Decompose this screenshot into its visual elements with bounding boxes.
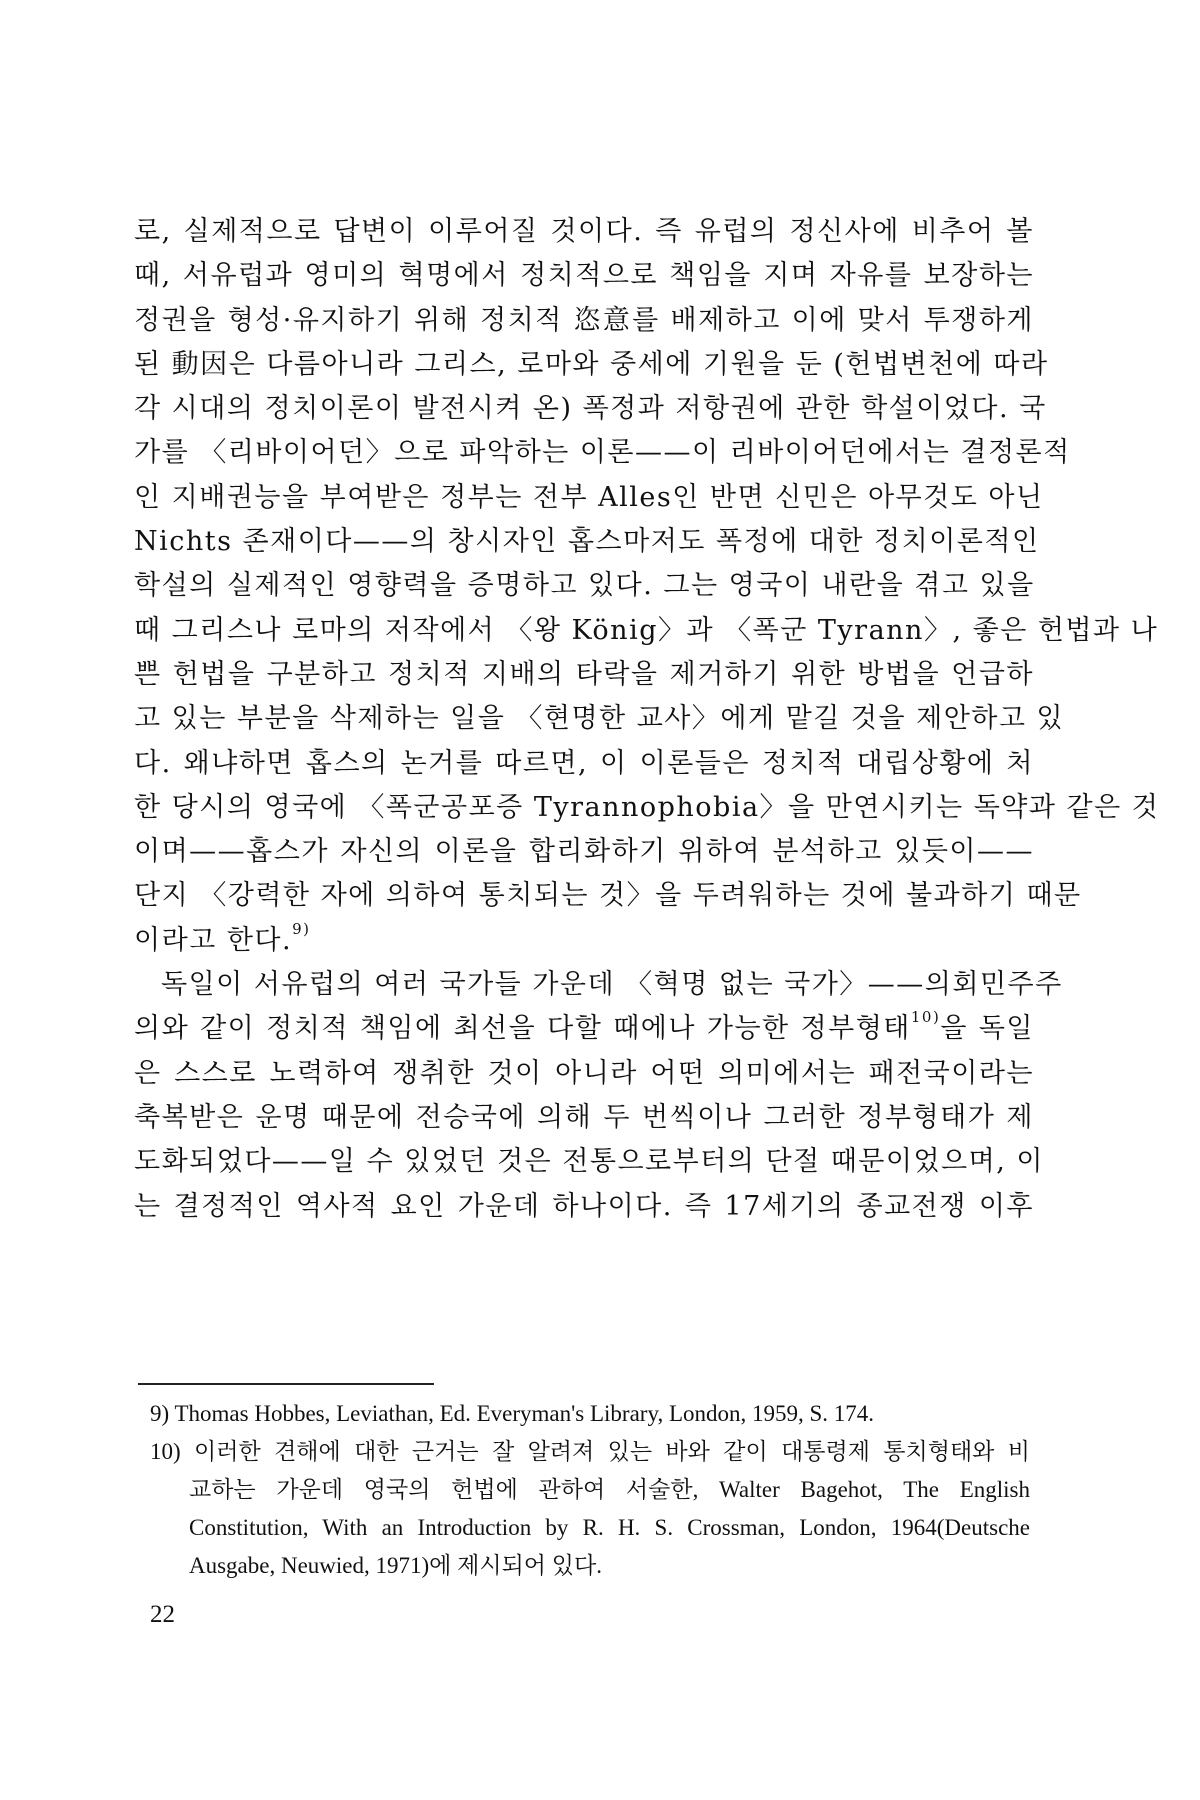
body-line: 도화되었다——일 수 있었던 것은 전통으로부터의 단절 때문이었으며, 이: [134, 1146, 1044, 1178]
body-line: 인 지배권능을 부여받은 정부는 전부 Alles인 반면 신민은 아무것도 아닌: [134, 481, 1044, 513]
body-line: 다. 왜냐하면 홉스의 논거를 따르면, 이 이론들은 정치적 대립상황에 처: [134, 747, 1034, 779]
footnote-9: 9) Thomas Hobbes, Leviathan, Ed. Everyman's Library, London, 1959, S. 174.: [150, 1401, 875, 1426]
body-line-text: 이라고 한다.: [134, 924, 293, 956]
body-line: 때 그리스나 로마의 저작에서 〈왕 König〉과 〈폭군 Tyrann〉, 좋은 헌법과 나: [134, 614, 1159, 646]
footnote-10-continuation: 교하는 가운데 영국의 헌법에 관하여 서술한, Walter Bagehot, The English: [189, 1477, 1030, 1502]
body-line: 된 動因은 다름아니라 그리스, 로마와 중세에 기원을 둔 (헌법변천에 따라: [134, 348, 1049, 380]
footnote-10-continuation: Constitution, With an Introduction by R. H. S. Crossman, London, 1964(Deutsche: [189, 1515, 1030, 1540]
body-line: 은 스스로 노력하여 쟁취한 것이 아니라 어떤 의미에서는 패전국이라는: [134, 1057, 1034, 1089]
body-line: Nichts 존재이다——의 창시자인 홉스마저도 폭정에 대한 정치이론적인: [134, 526, 1040, 558]
body-line: 단지 〈강력한 자에 의하여 통치되는 것〉을 두려워하는 것에 불과하기 때문: [134, 880, 1082, 912]
body-line: 가를 〈리바이어던〉으로 파악하는 이론——이 리바이어던에서는 결정론적: [134, 437, 1071, 469]
main-text: [134, 210, 1160, 1229]
body-line: 축복받은 운명 때문에 전승국에 의해 두 번씩이나 그러한 정부형태가 제: [134, 1101, 1034, 1133]
body-line-text: 을 독일: [940, 1013, 1034, 1045]
body-line: 로, 실제적으로 답변이 이루어질 것이다. 즉 유럽의 정신사에 비추어 볼: [134, 216, 1034, 247]
footnote-ref-9: 9): [292, 919, 311, 938]
body-line-with-footnote-ref: [134, 919, 1034, 963]
body-line-with-footnote-ref: [134, 1007, 1034, 1051]
footnotes: [150, 1395, 1030, 1585]
body-line: 는 결정적인 역사적 요인 가운데 하나이다. 즉 17세기의 종교전쟁 이후: [134, 1190, 1034, 1222]
footnote-divider: [138, 1383, 434, 1385]
body-line: 이며——홉스가 자신의 이론을 합리화하기 위하여 분석하고 있듯이——: [134, 836, 1034, 868]
body-line: 각 시대의 정치이론이 발전시켜 온) 폭정과 저항권에 관한 학설이었다. 국: [134, 393, 1047, 425]
body-line: 한 당시의 영국에 〈폭군공포증 Tyrannophobia〉을 만연시키는 독약과 같은 것: [134, 791, 1160, 823]
body-line: 쁜 헌법을 구분하고 정치적 지배의 타락을 제거하기 위한 방법을 언급하: [134, 658, 1034, 690]
paragraph-first-line: 독일이 서유럽의 여러 국가들 가운데 〈혁명 없는 국가〉——의회민주주: [161, 969, 1063, 1001]
body-line: 고 있는 부분을 삭제하는 일을 〈현명한 교사〉에게 맡길 것을 제안하고 있: [134, 703, 1065, 735]
body-line: 때, 서유럽과 영미의 혁명에서 정치적으로 책임을 지며 자유를 보장하는: [134, 260, 1034, 292]
page-number: 22: [150, 1601, 175, 1628]
footnote-10-continuation: Ausgabe, Neuwied, 1971)에 제시되어 있다.: [189, 1553, 602, 1578]
body-line-text: 의와 같이 정치적 책임에 최선을 다할 때에나 가능한 정부형태: [134, 1013, 911, 1045]
footnote-ref-10: 10): [910, 1008, 941, 1027]
body-line: 학설의 실제적인 영향력을 증명하고 있다. 그는 영국이 내란을 겪고 있을: [134, 570, 1035, 602]
body-line: 정권을 형성·유지하기 위해 정치적 恣意를 배제하고 이에 맞서 투쟁하게: [134, 304, 1034, 336]
footnote-10: 10) 이러한 견해에 대한 근거는 잘 알려져 있는 바와 같이 대통령제 통치형태와 비: [150, 1439, 1030, 1464]
